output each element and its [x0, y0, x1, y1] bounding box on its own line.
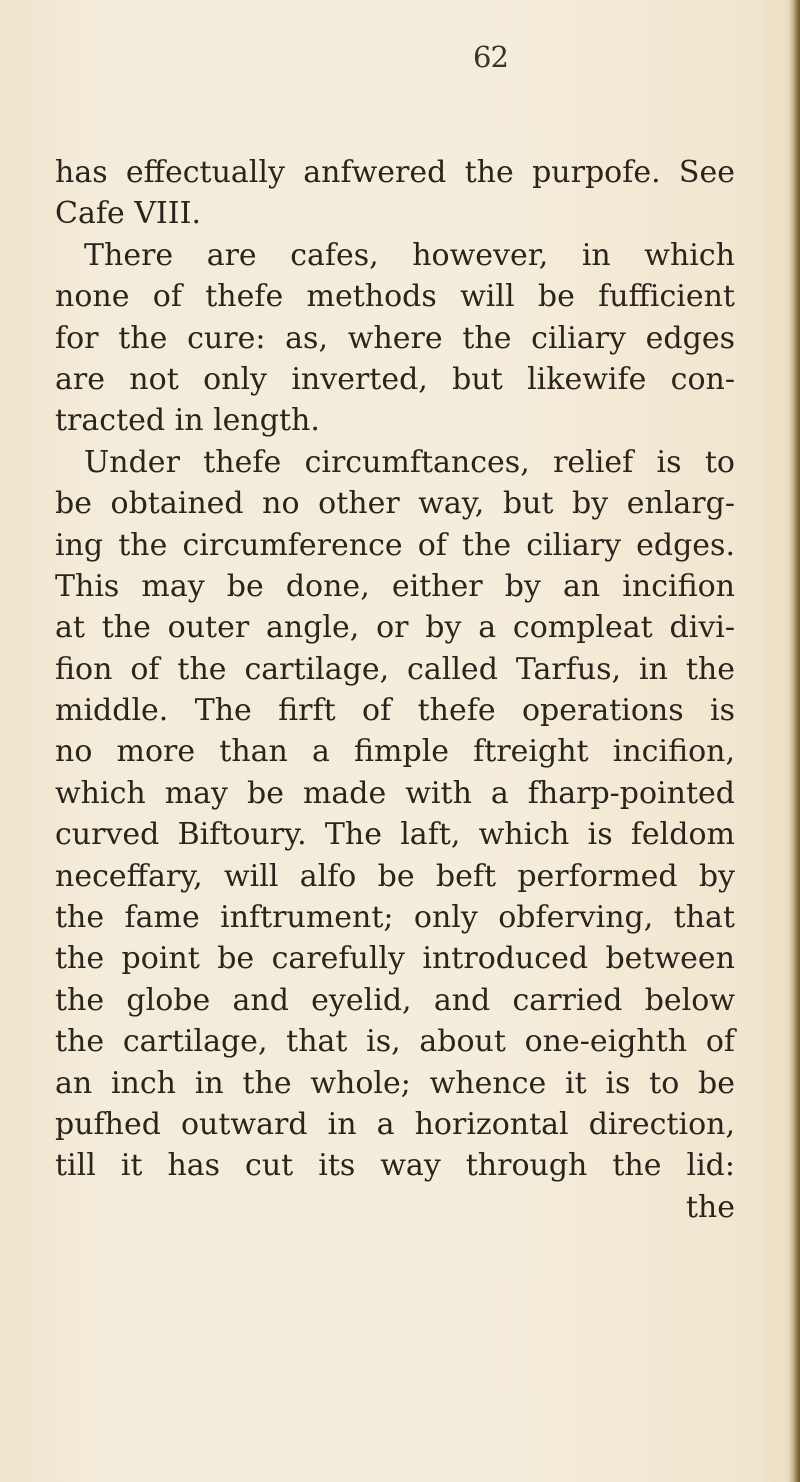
- text-line: has effectually anfwered the purpofe. See: [55, 155, 735, 190]
- text-line: fion of the cartilage, called Tarfus, in the: [55, 651, 735, 687]
- text-line: This may be done, either by an incifion: [55, 568, 735, 604]
- text-line: for the cure: as, where the ciliary edges: [55, 320, 735, 356]
- page-number: 62: [473, 40, 508, 74]
- text-line: pufhed outward in a horizontal direction,: [55, 1106, 735, 1142]
- text-line: Under thefe circumftances, relief is to: [84, 444, 735, 480]
- text-line: which may be made with a fharp-pointed: [55, 775, 735, 811]
- text-line: Cafe VIII.: [55, 196, 201, 232]
- text-line: There are cafes, however, in which: [84, 237, 735, 273]
- text-line: are not only inverted, but likewife con-: [55, 361, 735, 397]
- text-line: at the outer angle, or by a compleat divi-: [55, 610, 735, 646]
- text-line: till it has cut its way through the lid:: [55, 1148, 735, 1184]
- body-text: [55, 152, 735, 1228]
- text-line: an inch in the whole; whence it is to be: [55, 1065, 735, 1101]
- text-line: middle. The firft of thefe operations is: [55, 693, 735, 729]
- text-line: the cartilage, that is, about one-eighth of: [55, 1024, 735, 1060]
- text-line: neceffary, will alfo be beft performed by: [55, 858, 735, 894]
- text-line: the point be carefully introduced between: [55, 941, 735, 977]
- catchword: the: [685, 1189, 735, 1225]
- text-line: ing the circumference of the ciliary edges.: [55, 527, 735, 563]
- text-line: none of thefe methods will be fufficient: [55, 279, 735, 315]
- text-line: tracted in length.: [55, 403, 320, 439]
- text-line: no more than a fimple ftreight incifion,: [55, 734, 735, 770]
- text-line: the fame inftrument; only obferving, that: [55, 900, 735, 936]
- text-line: curved Biftoury. The laft, which is feldom: [55, 817, 735, 853]
- text-line: the globe and eyelid, and carried below: [55, 982, 735, 1018]
- page-binding-edge: [788, 0, 800, 1482]
- text-line: be obtained no other way, but by enlarg-: [55, 486, 735, 522]
